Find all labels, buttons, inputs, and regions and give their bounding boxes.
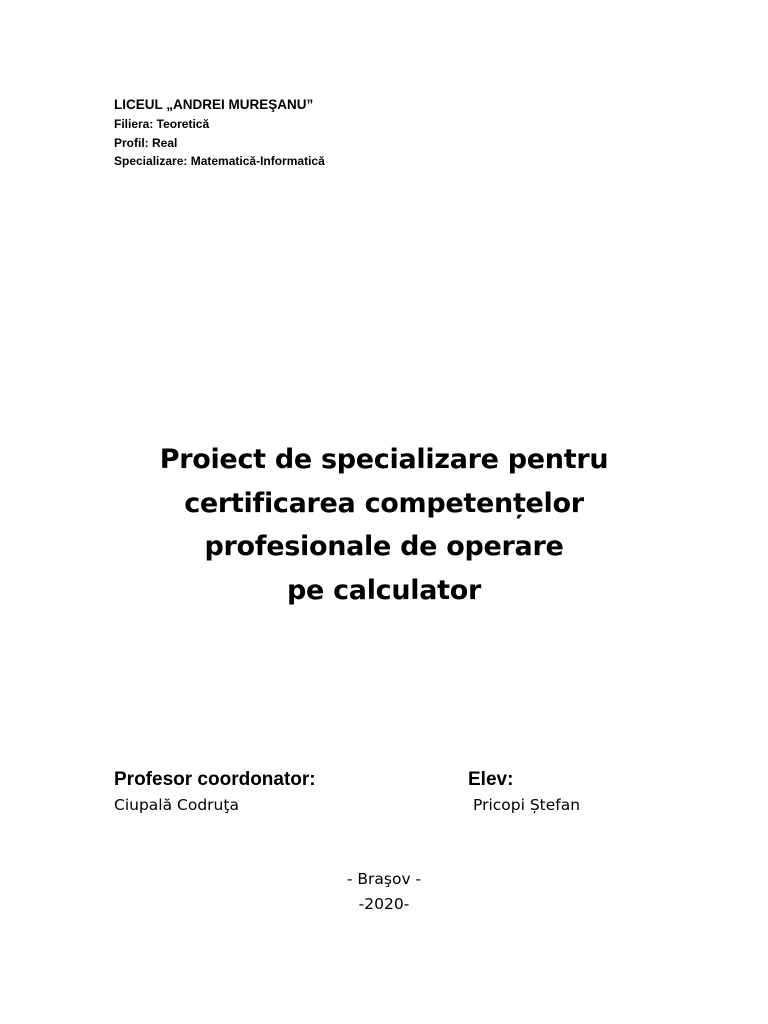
- footer-year: -2020-: [358, 895, 410, 913]
- student-name: Pricopi Ștefan: [473, 796, 581, 814]
- school-specializare: Specializare: Matematică-Informatică: [114, 154, 325, 168]
- title-line-4: pe calculator: [286, 574, 482, 606]
- footer-city: - Braşov -: [346, 870, 422, 888]
- student-label: Elev:: [468, 769, 514, 790]
- coordinator-label: Profesor coordonator:: [114, 769, 316, 790]
- footer: [284, 867, 484, 917]
- school-name: LICEUL „ANDREI MUREŞANU”: [114, 97, 314, 112]
- title-line-3: profesionale de operare: [204, 531, 564, 562]
- title-line-1: Proiect de specializare pentru: [159, 444, 609, 475]
- school-filiera: Filiera: Teoretică: [114, 117, 210, 131]
- title-line-2: certificarea competențelor: [184, 487, 584, 519]
- school-profil: Profil: Real: [114, 135, 178, 150]
- coordinator-name: Ciupală Codruţa: [114, 796, 239, 814]
- school-header: [114, 96, 325, 171]
- project-title: [84, 438, 684, 612]
